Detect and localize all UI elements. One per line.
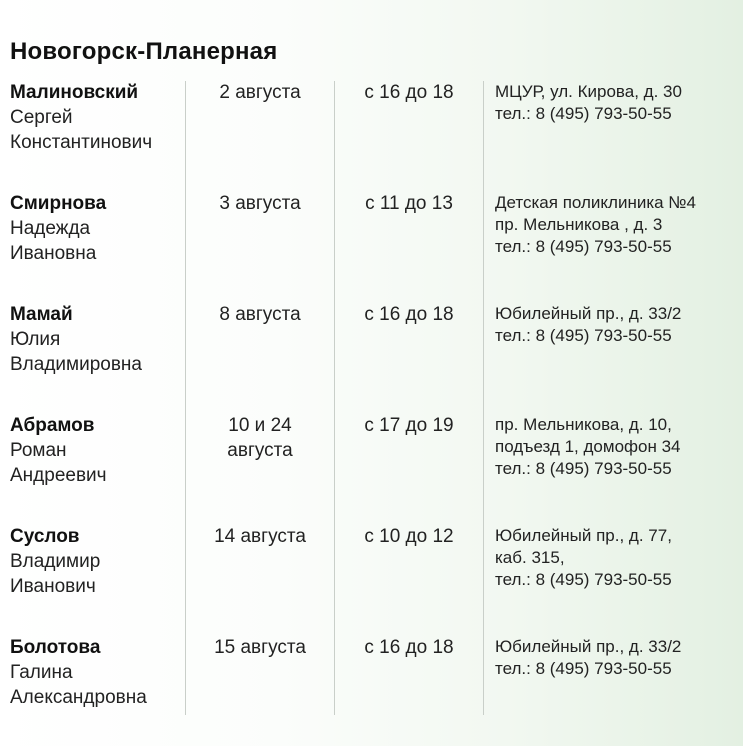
address-line: МЦУР, ул. Кирова, д. 30 [495, 82, 682, 101]
date-line: 10 и 24 [228, 415, 292, 436]
deputy-patronymic: Владимировна [10, 354, 142, 375]
deputy-patronymic: Ивановна [10, 243, 97, 264]
reception-time: с 16 до 18 [364, 637, 454, 658]
schedule-row [0, 302, 743, 413]
deputy-first-name: Роман [10, 440, 67, 461]
address-line: тел.: 8 (495) 793-50-55 [495, 326, 672, 345]
date-line: 15 августа [214, 637, 306, 658]
reception-time: с 11 до 13 [365, 193, 453, 214]
reception-address [495, 303, 739, 347]
reception-date [186, 524, 334, 549]
deputy-surname: Смирнова [10, 193, 107, 214]
deputy-name [10, 524, 182, 599]
deputy-first-name: Сергей [10, 107, 73, 128]
deputy-patronymic: Иванович [10, 576, 96, 597]
date-line: 14 августа [214, 526, 306, 547]
address-line: Детская поликлиника №4 [495, 193, 697, 212]
deputy-name [10, 635, 182, 710]
reception-time: с 10 до 12 [364, 526, 454, 547]
date-line: 3 августа [219, 193, 301, 214]
address-line: тел.: 8 (495) 793-50-55 [495, 237, 672, 256]
reception-date [186, 302, 334, 327]
schedule-row [0, 635, 743, 746]
schedule-row [0, 524, 743, 635]
date-line: августа [227, 440, 293, 461]
reception-time: с 16 до 18 [364, 304, 454, 325]
reception-address [495, 81, 739, 125]
deputy-surname: Малиновский [10, 82, 139, 103]
reception-address [495, 525, 739, 591]
address-line: каб. 315, [495, 548, 565, 567]
deputy-surname: Болотова [10, 637, 101, 658]
address-line: подъезд 1, домофон 34 [495, 437, 681, 456]
deputy-name [10, 80, 182, 155]
address-line: Юбилейный пр., д. 77, [495, 526, 672, 545]
deputy-first-name: Владимир [10, 551, 101, 572]
page-title: Новогорск-Планерная [10, 38, 278, 65]
deputy-name [10, 302, 182, 377]
deputy-patronymic: Андреевич [10, 465, 107, 486]
reception-address [495, 414, 739, 480]
address-line: пр. Мельникова, д. 10, [495, 415, 672, 434]
schedule-row [0, 413, 743, 524]
deputy-first-name: Юлия [10, 329, 61, 350]
deputy-surname: Мамай [10, 304, 73, 325]
reception-address [495, 192, 739, 258]
schedule-row [0, 80, 743, 191]
deputy-first-name: Надежда [10, 218, 91, 239]
deputy-surname: Суслов [10, 526, 80, 547]
address-line: тел.: 8 (495) 793-50-55 [495, 104, 672, 123]
deputy-name [10, 413, 182, 488]
reception-date [186, 80, 334, 105]
deputy-surname: Абрамов [10, 415, 95, 436]
deputy-first-name: Галина [10, 662, 73, 683]
date-line: 2 августа [219, 82, 301, 103]
reception-date [186, 191, 334, 216]
address-line: Юбилейный пр., д. 33/2 [495, 637, 682, 656]
deputy-patronymic: Александровна [10, 687, 147, 708]
reception-date [186, 635, 334, 660]
date-line: 8 августа [219, 304, 301, 325]
reception-time: с 17 до 19 [364, 415, 454, 436]
reception-date [186, 413, 334, 463]
schedule-row [0, 191, 743, 302]
address-line: тел.: 8 (495) 793-50-55 [495, 459, 672, 478]
address-line: пр. Мельникова , д. 3 [495, 215, 663, 234]
address-line: тел.: 8 (495) 793-50-55 [495, 659, 672, 678]
reception-time: с 16 до 18 [364, 82, 454, 103]
address-line: тел.: 8 (495) 793-50-55 [495, 570, 672, 589]
deputy-name [10, 191, 182, 266]
deputy-patronymic: Константинович [10, 132, 153, 153]
reception-address [495, 636, 739, 680]
address-line: Юбилейный пр., д. 33/2 [495, 304, 682, 323]
